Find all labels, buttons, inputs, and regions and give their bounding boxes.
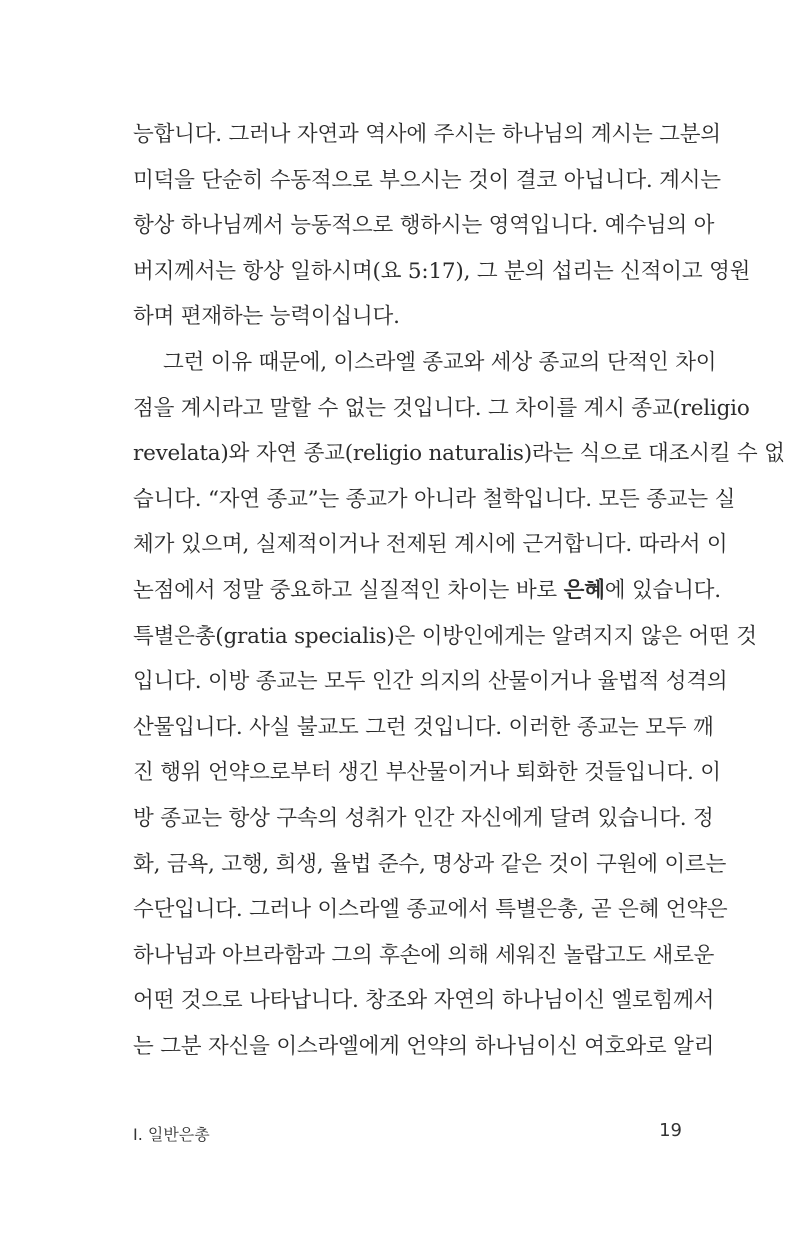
text-line: revelata)와 자연 종교(religio naturalis)라는 식으로 대조시킬 수 없 — [133, 441, 785, 467]
text-line: 하며 편재하는 능력이십니다. — [133, 304, 400, 330]
text-line: 수단입니다. 그러나 이스라엘 종교에서 특별은총, 곧 은혜 언약은 — [133, 897, 728, 923]
text-line: 화, 금욕, 고행, 희생, 율법 준수, 명상과 같은 것이 구원에 이르는 — [133, 851, 727, 877]
emphasis-grace: 은혜 — [563, 577, 605, 603]
text-line: 산물입니다. 사실 불교도 그런 것입니다. 이러한 종교는 모두 깨 — [133, 714, 714, 740]
text-line: 어떤 것으로 나타납니다. 창조와 자연의 하나님이신 엘로힘께서 — [133, 988, 715, 1014]
text-line: 항상 하나님께서 능동적으로 행하시는 영역입니다. 예수님의 아 — [133, 213, 715, 239]
chapter-footer: I. 일반은총 — [133, 1125, 210, 1144]
text-line: 는 그분 자신을 이스라엘에게 언약의 하나님이신 여호와로 알리 — [133, 1033, 715, 1059]
text-line: 습니다. “자연 종교”는 종교가 아니라 철학입니다. 모든 종교는 실 — [133, 486, 736, 512]
text-line: 방 종교는 항상 구속의 성취가 인간 자신에게 달려 있습니다. 정 — [133, 805, 714, 831]
text-line: 미덕을 단순히 수동적으로 부으시는 것이 결코 아닙니다. 계시는 — [133, 167, 721, 193]
text-line: 점을 계시라고 말할 수 없는 것입니다. 그 차이를 계시 종교(religio — [133, 395, 750, 421]
text-line: 입니다. 이방 종교는 모두 인간 의지의 산물이거나 율법적 성격의 — [133, 669, 728, 695]
text-line: 진 행위 언약으로부터 생긴 부산물이거나 퇴화한 것들입니다. 이 — [133, 760, 721, 786]
paragraph-start-line: 그런 이유 때문에, 이스라엘 종교와 세상 종교의 단적인 차이 — [163, 349, 717, 375]
text-line: 체가 있으며, 실제적이거나 전제된 계시에 근거합니다. 따라서 이 — [133, 532, 728, 558]
body-text — [133, 112, 785, 1069]
text-line-with-emphasis — [133, 568, 721, 614]
text-line: 능합니다. 그러나 자연과 역사에 주시는 하나님의 계시는 그분의 — [133, 122, 721, 147]
text-segment: 에 있습니다. — [604, 577, 721, 603]
text-line: 버지께서는 항상 일하시며(요 5:17), 그 분의 섭리는 신적이고 영원 — [133, 258, 751, 284]
text-line: 특별은총(gratia specialis)은 이방인에게는 알려지지 않은 어떤 것 — [133, 623, 757, 649]
text-line: 하나님과 아브라함과 그의 후손에 의해 세워진 놀랍고도 새로운 — [133, 942, 715, 968]
page-number: 19 — [659, 1120, 682, 1141]
text-segment: 논점에서 정말 중요하고 실질적인 차이는 바로 — [133, 577, 564, 603]
